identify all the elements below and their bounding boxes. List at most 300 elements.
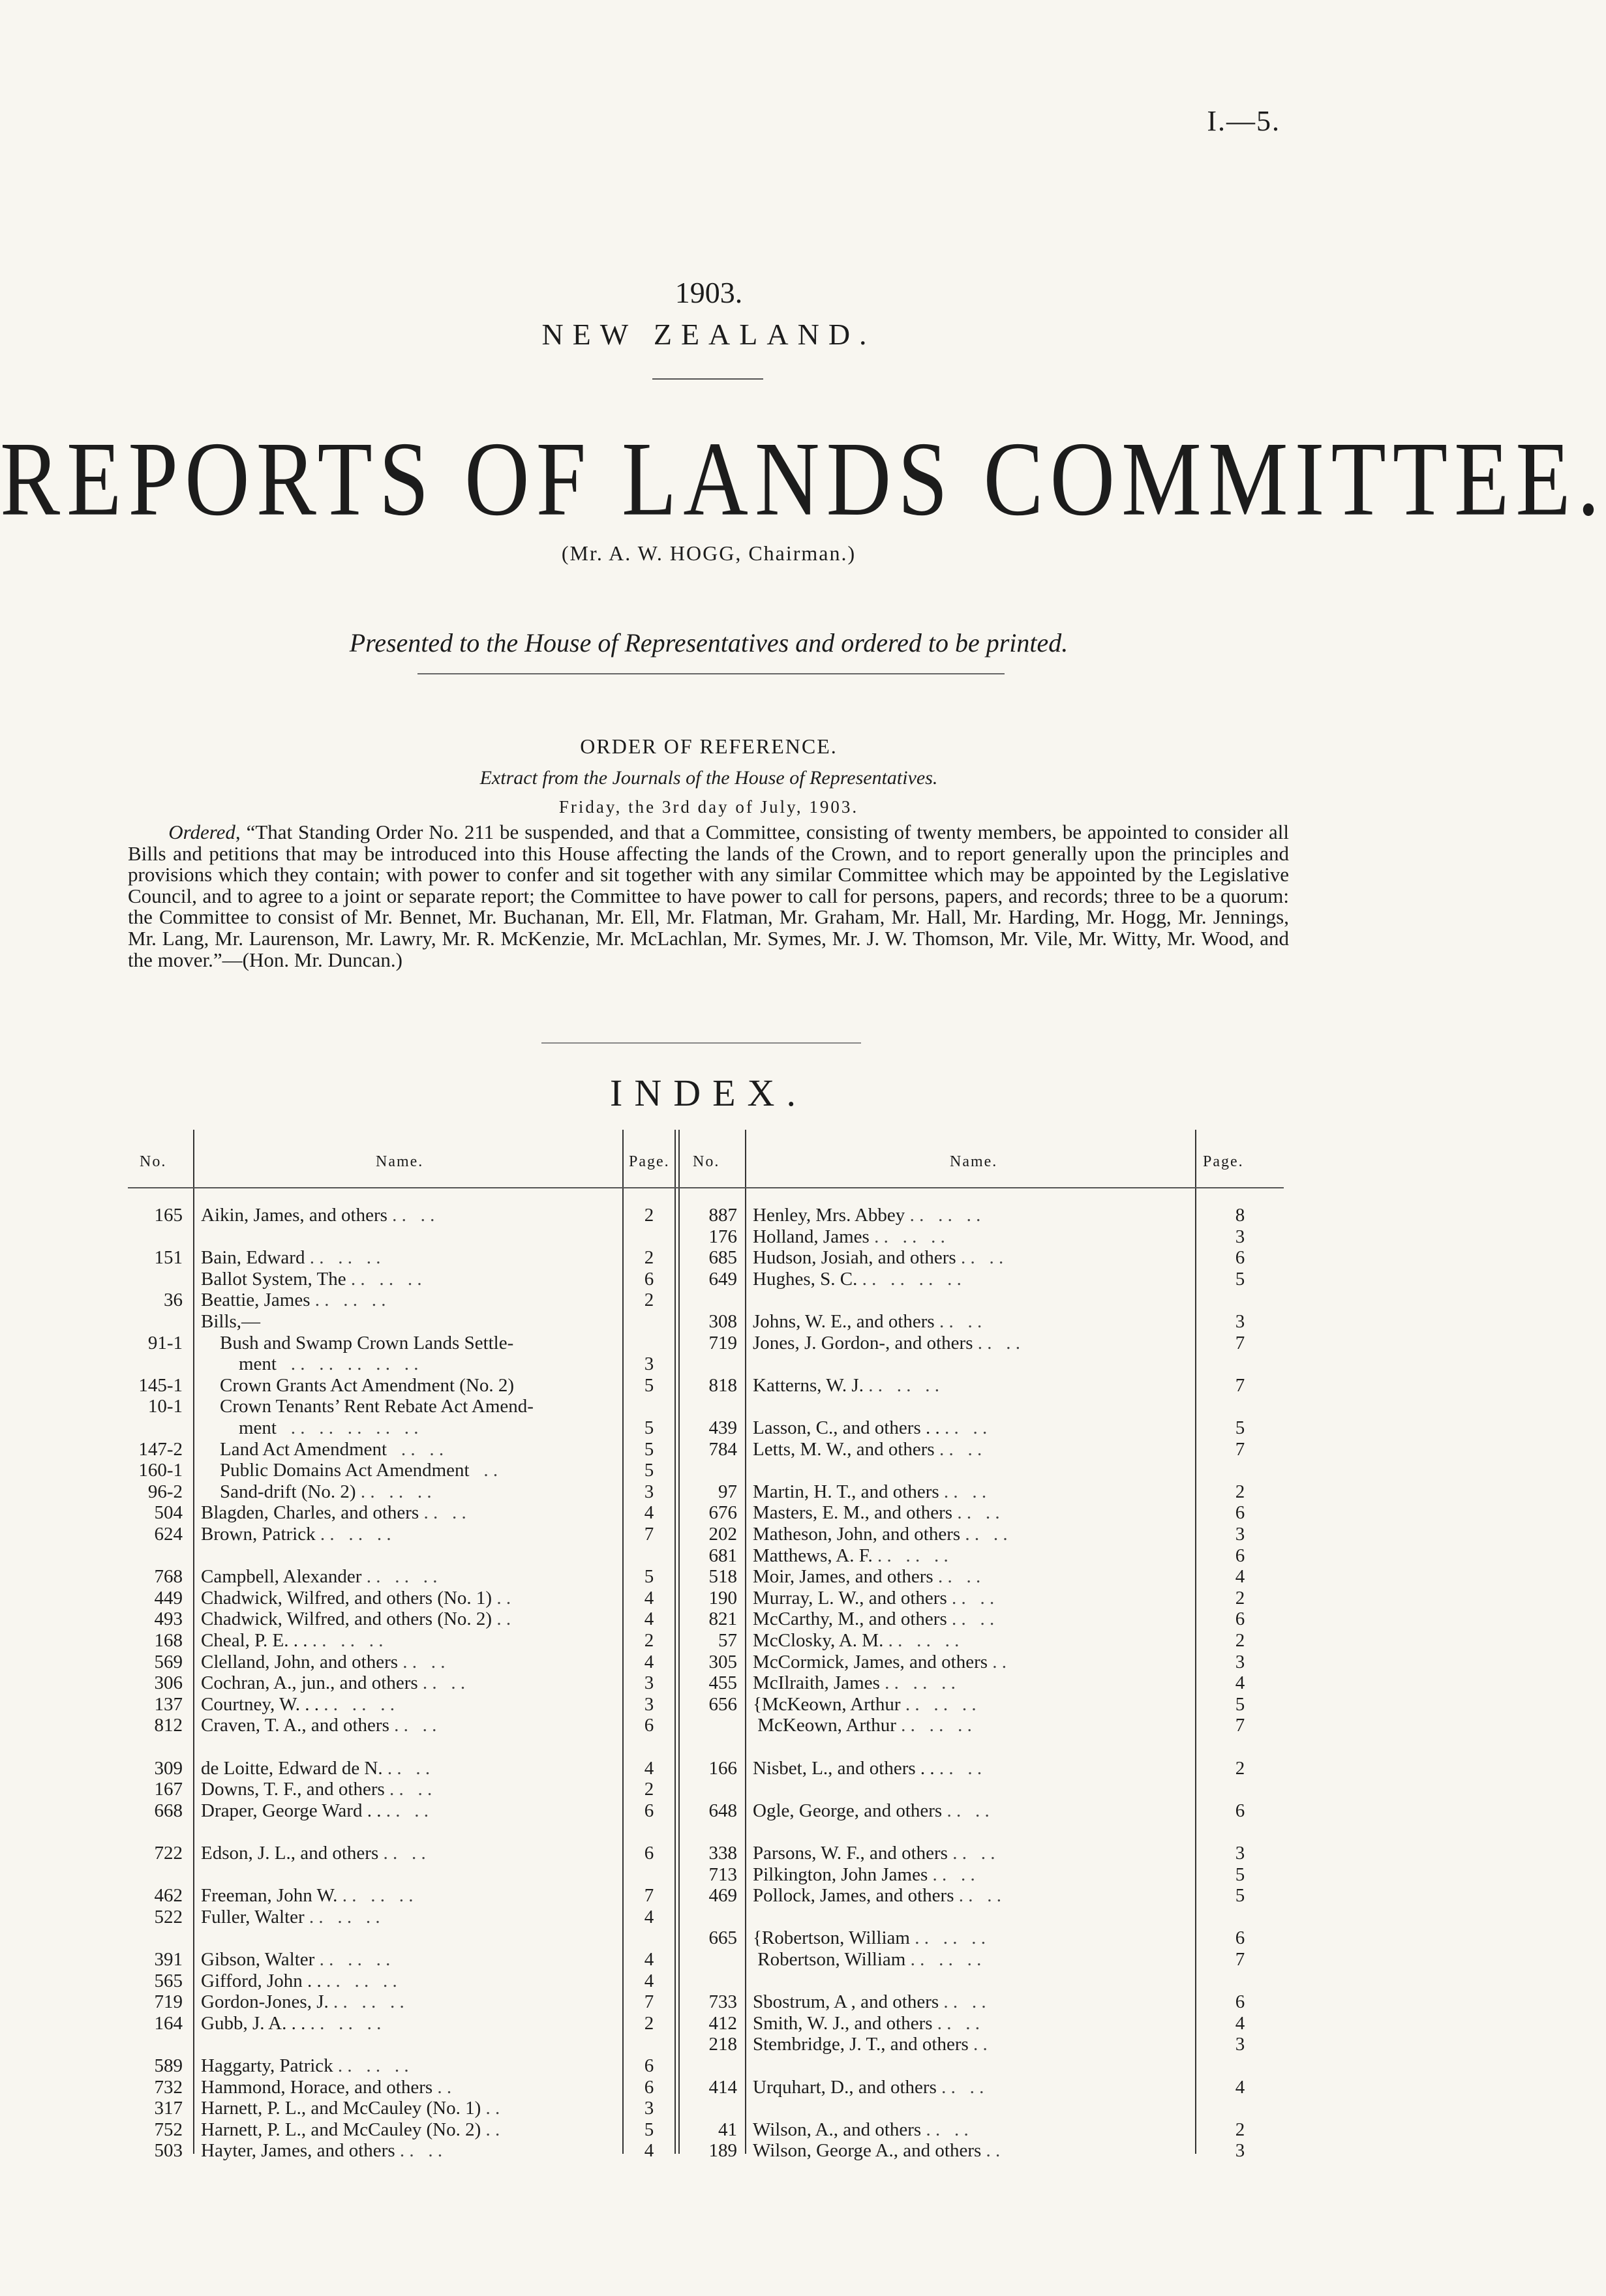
entry-page: 3 <box>644 2098 654 2119</box>
entry-name <box>753 1630 1192 1651</box>
entry-number: 167 <box>154 1779 183 1800</box>
leader-dots: . . . . <box>947 1843 995 1864</box>
entry-name-text: Johns, W. E., and others <box>753 1311 935 1332</box>
entry-number: 96-2 <box>147 1481 183 1502</box>
entry-number: 412 <box>708 2012 737 2034</box>
entry-number: 784 <box>708 1438 737 1460</box>
entry-page: 6 <box>644 2076 654 2098</box>
leader-dots: . . . . . . <box>356 1481 432 1502</box>
entry-number: 137 <box>154 1693 183 1715</box>
leader-dots: . . . . <box>921 2119 969 2140</box>
entry-name <box>201 1353 618 1374</box>
entry-name-text: Lasson, C., and others . . <box>753 1417 940 1438</box>
entry-page: 6 <box>1235 1545 1245 1566</box>
table-row <box>128 1524 1284 1545</box>
country-heading: NEW ZEALAND. <box>541 318 876 351</box>
entry-name-text: Hudson, Josiah, and others <box>753 1247 956 1269</box>
leader-dots: . . . . <box>942 1800 990 1821</box>
entry-name <box>753 1800 1192 1821</box>
entry-name-text: Hayter, James, and others <box>201 2140 395 2162</box>
table-row <box>128 1843 1284 1864</box>
entry-page: 6 <box>644 1843 654 1864</box>
leader-dots: . . . . <box>395 2140 443 2162</box>
entry-number: 308 <box>708 1311 737 1332</box>
table-row <box>128 2119 1284 2140</box>
page-reference: I.—5. <box>1207 105 1280 137</box>
entry-name <box>753 1439 1192 1460</box>
entry-page: 5 <box>644 2119 654 2140</box>
entry-page: 5 <box>1235 1417 1245 1438</box>
entry-page: 4 <box>644 1949 654 1970</box>
order-extract: Extract from the Journals of the House of Representatives. <box>479 767 938 789</box>
entry-name-text: Katterns, W. J. <box>753 1374 864 1396</box>
entry-page: 2 <box>1235 1757 1245 1779</box>
entry-name <box>753 1205 1192 1226</box>
leader-dots: . . . . <box>939 1991 986 2013</box>
leader-dots: . . <box>481 2098 500 2119</box>
entry-number: 733 <box>708 1991 737 2013</box>
entry-page: 4 <box>644 2140 654 2162</box>
entry-page: 2 <box>1235 1481 1245 1502</box>
entry-page: 3 <box>1235 2034 1245 2055</box>
table-row <box>128 2034 1284 2055</box>
leader-dots: . . . . <box>956 1247 1004 1269</box>
leader-dots: . . . . <box>381 1800 429 1821</box>
entry-number: 565 <box>154 1970 183 1991</box>
entry-page: 2 <box>1235 1587 1245 1609</box>
table-row <box>128 1779 1284 1800</box>
table-row <box>128 1864 1284 1885</box>
entry-number: 41 <box>718 2119 737 2140</box>
divider <box>541 1042 861 1044</box>
entry-name-text: McKeown, Arthur <box>753 1715 896 1736</box>
entry-number: 338 <box>708 1843 737 1864</box>
order-body <box>128 822 1289 971</box>
entry-name <box>753 2034 1192 2055</box>
leader-dots: . . . . <box>934 1311 982 1332</box>
table-row <box>128 1652 1284 1672</box>
entry-page: 5 <box>1235 1864 1245 1885</box>
leader-dots: . . . . <box>952 1502 1000 1524</box>
leader-dots: . . . . . . <box>310 1290 386 1311</box>
entry-name-text: {Robertson, William <box>753 1927 910 1949</box>
document-year: 1903. <box>674 276 743 309</box>
chairman-line: (Mr. A. W. HOGG, Chairman.) <box>561 541 856 565</box>
leader-dots: . . . . . . . . . . <box>277 1353 419 1375</box>
entry-page: 3 <box>1235 1311 1245 1332</box>
table-row <box>128 1694 1284 1715</box>
entry-number: 391 <box>154 1949 183 1970</box>
entry-name <box>201 2055 618 2076</box>
entry-number: 887 <box>708 1205 737 1226</box>
entry-name-text: Chadwick, Wilfred, and others (No. 1) <box>201 1587 492 1609</box>
entry-page: 5 <box>644 1417 654 1438</box>
entry-name-text: Pollock, James, and others <box>753 1885 954 1907</box>
entry-page: 8 <box>1235 1205 1245 1226</box>
entry-page: 3 <box>644 1481 654 1502</box>
entry-name-text: Craven, T. A., and others <box>201 1715 389 1736</box>
entry-page: 4 <box>644 1502 654 1524</box>
entry-number: 218 <box>708 2034 737 2055</box>
entry-number: 821 <box>708 1609 737 1630</box>
entry-page: 6 <box>1235 1502 1245 1524</box>
leader-dots: . . . . <box>398 1651 446 1672</box>
entry-page: 2 <box>644 1205 654 1226</box>
leader-dots: . . . . <box>417 1672 466 1694</box>
table-row <box>128 1715 1284 1736</box>
leader-dots: . . . . <box>960 1524 1008 1545</box>
entry-name <box>753 2140 1192 2161</box>
table-row <box>128 1800 1284 1821</box>
leader-dots: . . . . <box>934 1757 982 1779</box>
entry-name-text: Jones, J. Gordon-, and others <box>753 1332 973 1353</box>
entry-name <box>753 1588 1192 1609</box>
entry-name-text: Brown, Patrick <box>201 1524 316 1545</box>
entry-number: 91-1 <box>147 1332 183 1353</box>
entry-name <box>753 1758 1192 1779</box>
entry-page: 7 <box>1235 1438 1245 1460</box>
entry-number: 503 <box>154 2140 183 2162</box>
table-row <box>128 1609 1284 1629</box>
entry-page: 7 <box>644 1991 654 2013</box>
table-row <box>128 1588 1284 1609</box>
table-row <box>128 1290 1284 1310</box>
entry-page: 3 <box>1235 1843 1245 1864</box>
entry-number: 317 <box>154 2098 183 2119</box>
entry-name-text: Smith, W. J., and others <box>753 2012 933 2034</box>
entry-name-text: Bills,— <box>201 1311 261 1332</box>
entry-number: 469 <box>708 1885 737 1907</box>
header-page: Page. <box>1203 1153 1244 1170</box>
divider <box>652 378 763 380</box>
entry-number: 665 <box>708 1927 737 1949</box>
entry-page: 4 <box>644 1609 654 1630</box>
entry-page: 4 <box>644 1651 654 1672</box>
leader-dots: . . . . . . <box>346 1268 422 1290</box>
table-row <box>128 1672 1284 1693</box>
entry-name-text: Sbostrum, A , and others <box>753 1991 939 2013</box>
leader-dots: . . . . <box>954 1885 1001 1907</box>
entry-name-text: Haggarty, Patrick <box>201 2055 333 2076</box>
entry-number: 719 <box>708 1332 737 1353</box>
entry-name <box>753 1226 1192 1247</box>
entry-name-text: Hughes, S. C. <box>753 1268 858 1290</box>
entry-number: 10-1 <box>147 1396 183 1417</box>
entry-name-text: Harnett, P. L., and McCauley (No. 1) <box>201 2098 481 2119</box>
entry-number: 151 <box>154 1247 183 1269</box>
presented-line: Presented to the House of Representatives and ordered to be printed. <box>349 628 1068 657</box>
leader-dots: . . . . <box>387 1438 444 1460</box>
entry-page: 4 <box>1235 1566 1245 1588</box>
entry-name-text: Chadwick, Wilfred, and others (No. 2) <box>201 1609 492 1630</box>
table-row <box>128 2055 1284 2076</box>
entry-name <box>753 1927 1192 1948</box>
entry-number: 305 <box>708 1651 737 1672</box>
table-row <box>128 1226 1284 1247</box>
leader-dots: . . . . <box>939 1417 988 1438</box>
leader-dots: . . . . . . <box>315 1524 391 1545</box>
entry-number: 768 <box>154 1566 183 1588</box>
entry-page: 4 <box>1235 1672 1245 1694</box>
leader-dots: . . . . <box>947 1609 995 1630</box>
entry-number: 462 <box>154 1885 183 1907</box>
entry-page: 5 <box>644 1566 654 1588</box>
entry-name <box>753 1885 1192 1906</box>
header-page: Page. <box>629 1153 670 1170</box>
entry-name-text: Gifford, John . . <box>201 1970 322 1991</box>
entry-page: 4 <box>644 1587 654 1609</box>
table-row <box>128 1205 1284 1226</box>
entry-page: 7 <box>1235 1949 1245 1970</box>
leader-dots: . . . . . . <box>905 1205 981 1226</box>
entry-name-text: Freeman, John W. <box>201 1885 338 1907</box>
leader-dots: . . . . . . . . . . <box>277 1417 419 1438</box>
entry-name-text: Parsons, W. F., and others <box>753 1843 948 1864</box>
entry-name-text: McIlraith, James <box>753 1672 880 1694</box>
entry-name <box>201 1907 618 1927</box>
entry-page: 7 <box>644 1885 654 1907</box>
entry-number: 676 <box>708 1502 737 1524</box>
entry-number: 145-1 <box>138 1374 183 1396</box>
entry-name <box>753 2077 1192 2098</box>
entry-number: 656 <box>708 1693 737 1715</box>
entry-number: 504 <box>154 1502 183 1524</box>
table-row <box>128 1269 1284 1290</box>
entry-name-text: Sand-drift (No. 2) <box>201 1481 356 1502</box>
entry-name-text: Robertson, William <box>753 1949 906 1970</box>
entry-page: 4 <box>1235 2076 1245 2098</box>
entry-page: 4 <box>644 1757 654 1779</box>
entry-number: 160-1 <box>138 1460 183 1481</box>
entry-page: 6 <box>1235 1800 1245 1821</box>
index-title: INDEX. <box>610 1072 808 1114</box>
entry-number: 818 <box>708 1374 737 1396</box>
divider <box>417 673 1005 674</box>
entry-page: 3 <box>1235 2140 1245 2162</box>
entry-name-text: Bush and Swamp Crown Lands Settle- <box>201 1332 514 1353</box>
entry-page: 4 <box>644 1970 654 1991</box>
entry-name-text: Draper, George Ward . . <box>201 1800 382 1821</box>
entry-page: 2 <box>1235 2119 1245 2140</box>
entry-number: 165 <box>154 1205 183 1226</box>
entry-number: 722 <box>154 1843 183 1864</box>
entry-page: 4 <box>644 1906 654 1927</box>
entry-page: 7 <box>644 1524 654 1545</box>
leader-dots: . . . . <box>419 1502 466 1524</box>
entry-number: 752 <box>154 2119 183 2140</box>
entry-number: 190 <box>708 1587 737 1609</box>
header-no: No. <box>140 1153 167 1170</box>
entry-name-text: ment <box>201 1417 277 1438</box>
entry-number: 449 <box>154 1587 183 1609</box>
entry-name-text: Cochran, A., jun., and others <box>201 1672 418 1694</box>
order-heading: ORDER OF REFERENCE. <box>580 734 838 758</box>
entry-number: 309 <box>154 1757 183 1779</box>
entry-name <box>201 1971 618 1991</box>
entry-number: 522 <box>154 1906 183 1927</box>
entry-name-text: Martin, H. T., and others <box>753 1481 939 1502</box>
entry-name <box>753 1481 1192 1502</box>
leader-dots: . . . . <box>928 1864 975 1885</box>
entry-number: 648 <box>708 1800 737 1821</box>
leader-dots: . . <box>981 2140 1001 2162</box>
entry-name-text: McClosky, A. M. <box>753 1630 884 1651</box>
table-row <box>128 1927 1284 1948</box>
entry-name-text: Murray, L. W., and others <box>753 1587 947 1609</box>
table-row <box>128 2077 1284 2098</box>
entry-page: 2 <box>644 1630 654 1651</box>
leader-dots: . . <box>432 2076 452 2098</box>
entry-name-text: Wilson, A., and others <box>753 2119 922 2140</box>
entry-page: 6 <box>1235 1609 1245 1630</box>
entry-page: 2 <box>644 1247 654 1269</box>
order-text: “That Standing Order No. 211 be suspended, and that a Committee, consisting of twenty members, be appointed to consider all Bills and petitions that may be introduced into this House affecting the lands of the Crown, and to report generally upon the principles and provisions which they contain; with power to confer and sit together with any similar Committee which may be appointed by the Legislative Council, and to agree to a joint or separate report; the Committee to have power to call for persons, papers, and records; three to be a quorum: the Committee to consist of Mr. Bennet, Mr. Buchanan, Mr. Ell, Mr. Flatman, Mr. Graham, Mr. Hall, Mr. Harding, Mr. Hogg, Mr. Jennings, Mr. Lang, Mr. Laurenson, Mr. Lawry, Mr. R. McKenzie, Mr. McLachlan, Mr. Symes, Mr. J. W. Thomson, Mr. Vile, Mr. Witty, Mr. Wood, and the mover.”—(Hon. Mr. Duncan.) <box>128 821 1290 971</box>
entry-name-text: Harnett, P. L., and McCauley (No. 2) <box>201 2119 481 2140</box>
entry-page: 7 <box>1235 1374 1245 1396</box>
leader-dots: . . . . . . <box>305 2012 382 2034</box>
entry-number: 166 <box>708 1757 737 1779</box>
table-row <box>128 1971 1284 1991</box>
header-name: Name. <box>376 1153 424 1170</box>
leader-dots: . . . . . . <box>905 1949 982 1970</box>
table-row <box>128 2013 1284 2034</box>
table-row <box>128 1885 1284 1906</box>
entry-name <box>753 1502 1192 1523</box>
leader-dots: . . . . <box>378 1843 426 1864</box>
table-row <box>128 1545 1284 1566</box>
entry-name-text: Holland, James <box>753 1226 870 1247</box>
entry-name <box>753 1864 1192 1885</box>
table-row <box>128 1502 1284 1523</box>
entry-number: 57 <box>718 1630 737 1651</box>
entry-number: 36 <box>164 1290 183 1311</box>
entry-name-text: Pilkington, John James <box>753 1864 928 1885</box>
entry-name-text: Courtney, W. . . <box>201 1693 319 1715</box>
entry-page: 3 <box>644 1353 654 1375</box>
leader-dots: . . . . <box>387 1205 435 1226</box>
leader-dots: . . . . . . <box>909 1927 986 1949</box>
entry-number: 681 <box>708 1545 737 1566</box>
leader-dots: . . . . . . <box>304 1906 380 1927</box>
entry-name-text: Public Domains Act Amendment <box>201 1460 470 1481</box>
table-row <box>128 1247 1284 1268</box>
entry-name-text: Gibson, Walter <box>201 1949 315 1970</box>
leader-dots: . . . . <box>389 1715 437 1736</box>
leader-dots: . . <box>481 2119 500 2140</box>
entry-page: 5 <box>644 1438 654 1460</box>
entry-name <box>201 1779 618 1800</box>
leader-dots: . . . . . . <box>879 1672 956 1694</box>
leader-dots: . . . . <box>936 2076 984 2098</box>
entry-number: 168 <box>154 1630 183 1651</box>
leader-dots: . . . . . . <box>314 1949 391 1970</box>
leader-dots: . . . . . . <box>328 1991 404 2013</box>
table-row <box>128 1907 1284 1927</box>
entry-page: 5 <box>1235 1885 1245 1907</box>
entry-number: 649 <box>708 1268 737 1290</box>
leader-dots: . . . . . . <box>883 1630 960 1651</box>
entry-name <box>753 1375 1192 1396</box>
table-row <box>128 1481 1284 1502</box>
header-no: No. <box>693 1153 720 1170</box>
entry-name <box>201 1460 618 1481</box>
table-row <box>128 2140 1284 2161</box>
entry-page: 3 <box>644 1693 654 1715</box>
leader-dots: . . <box>469 1460 498 1481</box>
table-row <box>128 1949 1284 1970</box>
table-row <box>128 1417 1284 1438</box>
leader-dots: . . . . . . <box>869 1226 945 1247</box>
entry-number: 668 <box>154 1800 183 1821</box>
entry-page: 6 <box>1235 1927 1245 1949</box>
entry-name <box>753 1269 1192 1290</box>
entry-name <box>201 1290 618 1310</box>
entry-name-text: de Loitte, Edward de N. <box>201 1757 383 1779</box>
entry-number: 455 <box>708 1672 737 1694</box>
entry-page: 3 <box>644 1672 654 1694</box>
entry-name-text: Hammond, Horace, and others <box>201 2076 433 2098</box>
leader-dots: . . . . . . . . <box>857 1268 962 1290</box>
entry-page: 5 <box>1235 1693 1245 1715</box>
table-row <box>128 1396 1284 1417</box>
entry-name-text: Clelland, John, and others <box>201 1651 399 1672</box>
leader-dots: . . <box>968 2034 988 2055</box>
entry-number: 719 <box>154 1991 183 2013</box>
entry-number: 812 <box>154 1715 183 1736</box>
entry-name <box>753 1991 1192 2012</box>
entry-name-text: Fuller, Walter <box>201 1906 305 1927</box>
entry-name-text: Matthews, A. F. <box>753 1545 873 1566</box>
leader-dots: . . . . <box>932 2012 980 2034</box>
leader-dots: . . . . . . <box>305 1247 381 1269</box>
entry-number: 414 <box>708 2076 737 2098</box>
header-name: Name. <box>950 1153 998 1170</box>
entry-name <box>753 1715 1192 1736</box>
table-row <box>128 1375 1284 1396</box>
entry-page: 6 <box>644 1268 654 1290</box>
table-row <box>128 1439 1284 1460</box>
entry-name-text: Cheal, P. E. . . <box>201 1630 308 1651</box>
leader-dots: . . . . . . <box>337 1885 414 1907</box>
entry-page: 3 <box>1235 1651 1245 1672</box>
entry-page: 6 <box>644 1800 654 1821</box>
entry-name <box>753 1949 1192 1970</box>
entry-page: 6 <box>644 1715 654 1736</box>
table-row <box>128 1758 1284 1779</box>
entry-number: 713 <box>708 1864 737 1885</box>
leader-dots: . . <box>492 1587 511 1609</box>
table-row <box>128 1566 1284 1587</box>
page-title: REPORTS OF LANDS COMMITTEE. <box>0 419 1606 538</box>
entry-page: 3 <box>1235 1226 1245 1247</box>
entry-number: 518 <box>708 1566 737 1588</box>
entry-number: 589 <box>154 2055 183 2076</box>
entry-name-text: Beattie, James <box>201 1290 311 1311</box>
table-row <box>128 1333 1284 1353</box>
entry-page: 2 <box>644 2012 654 2034</box>
order-date: Friday, the 3rd day of July, 1903. <box>558 797 859 817</box>
leader-dots: . . . . <box>947 1587 995 1609</box>
entry-number: 732 <box>154 2076 183 2098</box>
leader-dots: . . . . . . <box>900 1693 977 1715</box>
entry-name-text: Letts, M. W., and others <box>753 1438 935 1460</box>
entry-name-text: Crown Tenants’ Rent Rebate Act Amend- <box>201 1396 534 1417</box>
leader-dots: . . . . . . <box>321 1970 397 1991</box>
entry-name-text: Gordon-Jones, J. <box>201 1991 329 2013</box>
header-rule <box>128 1187 1284 1188</box>
entry-name-text: McCormick, James, and others <box>753 1651 988 1672</box>
entry-page: 3 <box>1235 1524 1245 1545</box>
